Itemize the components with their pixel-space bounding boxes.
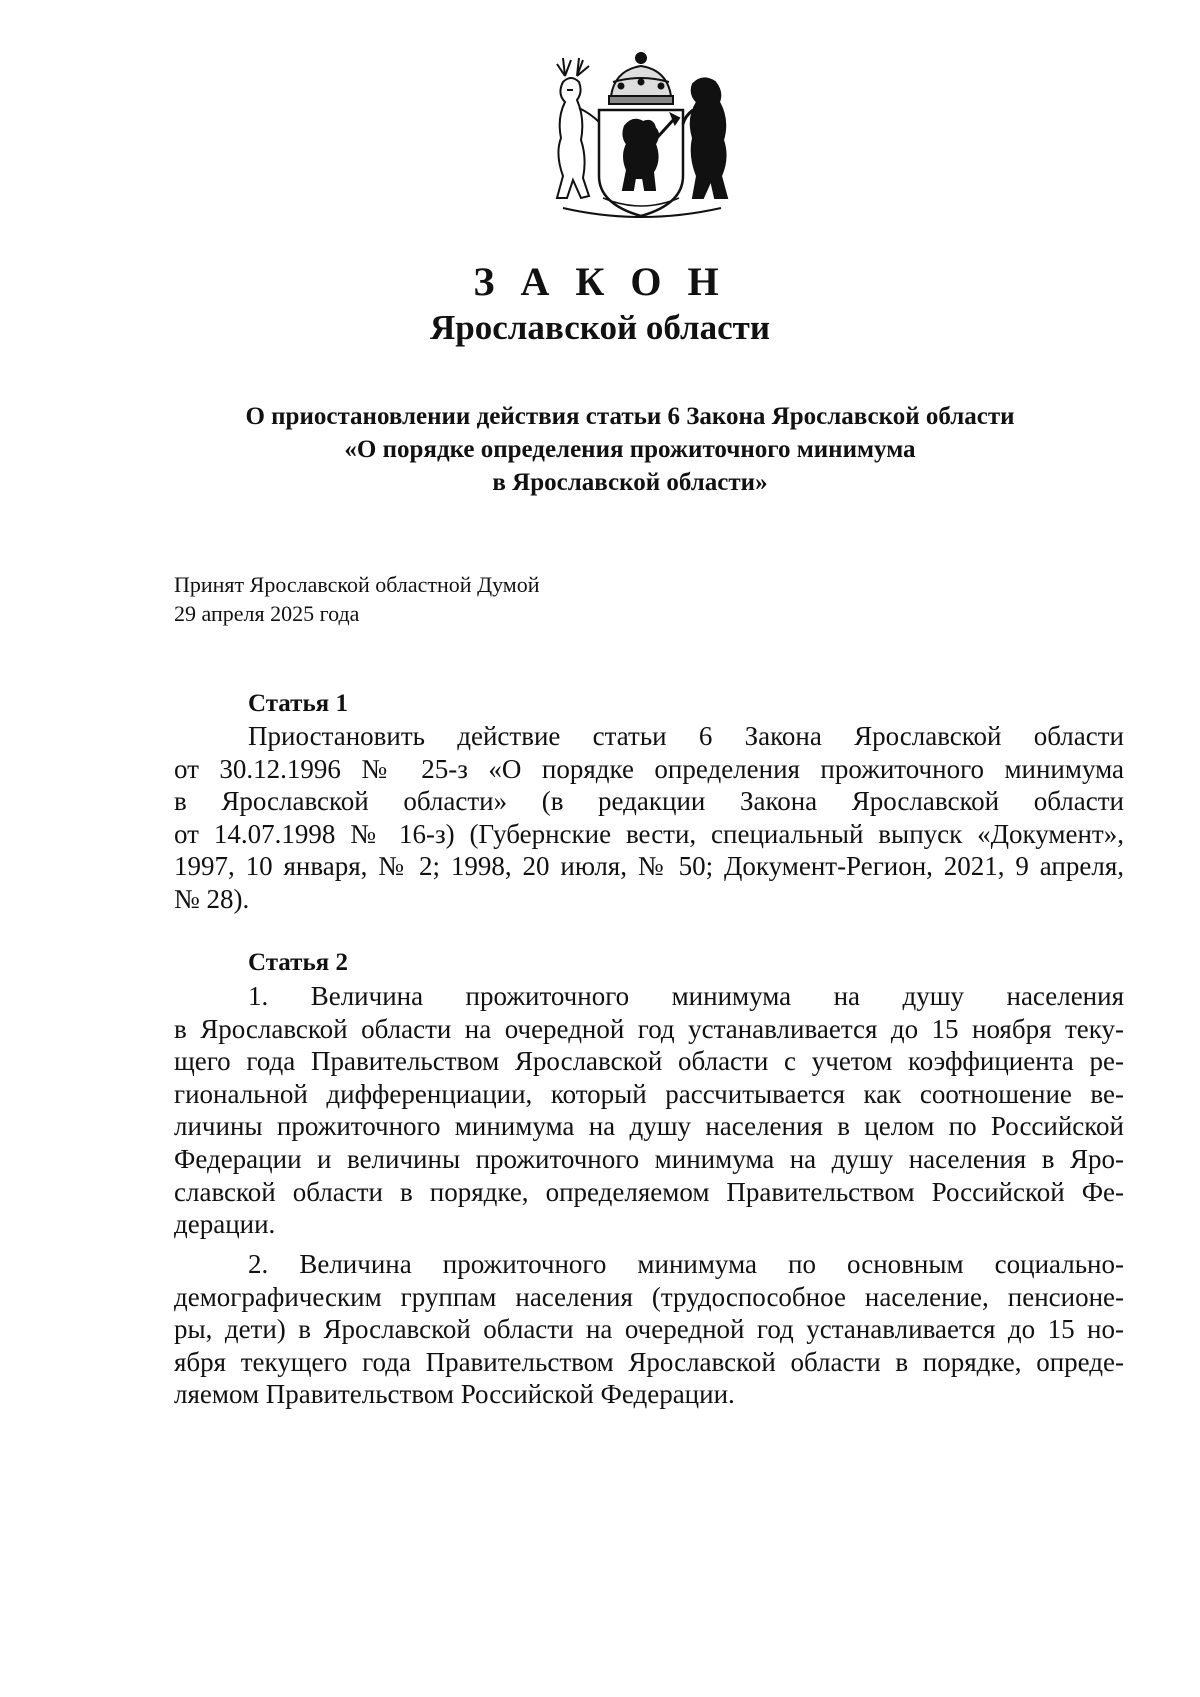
yaroslavl-oblast-coat-of-arms-icon <box>543 48 739 228</box>
law-title: З А К О Н <box>473 259 727 304</box>
article-1-heading: Статья 1 <box>248 690 348 717</box>
text-line: № 28). <box>174 883 250 914</box>
text-line: ября текущего года Правительством Ярославской области в порядке, опреде- <box>174 1346 1124 1377</box>
adoption-body: Принят Ярославской областной Думой <box>174 572 540 597</box>
text-line: от 14.07.1998 № 16-з) (Губернские вести, специальный выпуск «Документ», <box>174 818 1124 849</box>
article-2-paragraph-1 <box>174 980 1124 1241</box>
article-2-heading: Статья 2 <box>248 949 348 976</box>
text-line: Приостановить действие статьи 6 Закона Ярославской области <box>248 721 1124 751</box>
text-line: 1997, 10 января, № 2; 1998, 20 июля, № 50; Документ-Регион, 2021, 9 апреля, <box>174 851 1124 882</box>
subject-line: «О порядке определения прожиточного минимума <box>344 436 916 463</box>
text-line: демографическим группам населения (трудоспособное население, пенсионе- <box>174 1281 1124 1312</box>
text-line: дерации. <box>174 1209 276 1240</box>
adoption-date: 29 апреля 2025 года <box>174 601 360 626</box>
adoption-info <box>174 570 540 628</box>
text-line: ляемом Правительством Российской Федерации. <box>174 1379 735 1410</box>
law-subject <box>150 400 1110 499</box>
text-line: от 30.12.1996 № 25-з «О порядке определения прожиточного минимума <box>174 753 1124 784</box>
text-line: 2. Величина прожиточного минимума по основным социально- <box>248 1249 1124 1279</box>
text-line: ры, дети) в Ярославской области на очередной год устанавливается до 15 но- <box>174 1314 1124 1345</box>
text-line: славской области в порядке, определяемом Правительством Российской Фе- <box>174 1176 1124 1207</box>
text-line: 1. Величина прожиточного минимума на душу населения <box>248 981 1124 1011</box>
subject-line: в Ярославской области» <box>492 469 768 496</box>
text-line: личины прожиточного минимума на душу населения в целом по Российской <box>174 1111 1124 1142</box>
text-line: щего года Правительством Ярославской области с учетом коэффициента ре- <box>174 1046 1124 1077</box>
text-line: в Ярославской области на очередной год устанавливается до 15 ноября теку- <box>174 1013 1124 1044</box>
article-1-text <box>174 720 1124 916</box>
law-region: Ярославской области <box>429 308 771 347</box>
article-2-paragraph-2 <box>174 1248 1124 1411</box>
text-line: гиональной дифференциации, который рассчитывается как соотношение ве- <box>174 1078 1124 1109</box>
text-line: в Ярославской области» (в редакции Закона Ярославской области <box>174 786 1124 817</box>
text-line: Федерации и величины прожиточного минимума на душу населения в Яро- <box>174 1143 1124 1174</box>
subject-line: О приостановлении действия статьи 6 Закона Ярославской области <box>245 403 1015 430</box>
